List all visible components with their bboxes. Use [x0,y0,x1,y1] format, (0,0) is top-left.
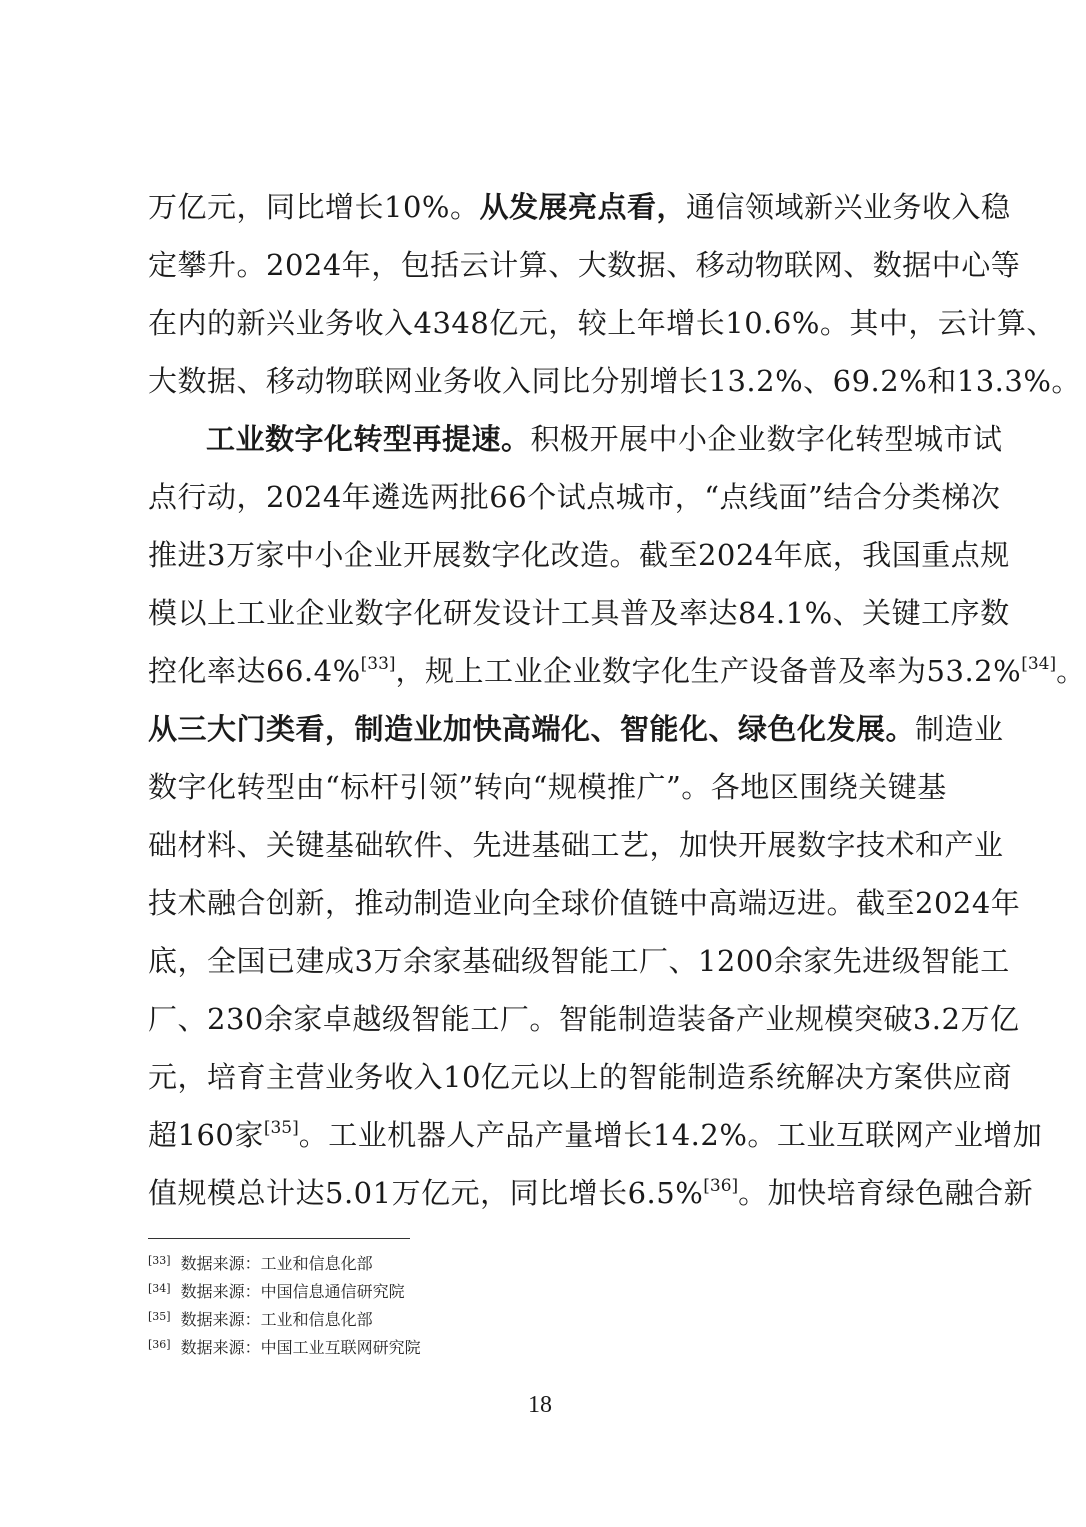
footnote [148,1278,848,1306]
footnote [148,1306,848,1334]
text-span: 推进3万家中小企业开展数字化改造。截至2024年底，我国重点规 [148,538,1010,572]
footnote-mark: [36] [148,1338,171,1351]
text-line [148,236,1021,294]
text-span: 控化率达66.4% [148,654,361,688]
text-span: 。 [1056,654,1086,688]
footnote-text: 数据来源：工业和信息化部 [180,1310,373,1329]
body-text [148,178,1086,1222]
text-span: 底，全国已建成3万余家基础级智能工厂、1200余家先进级智能工 [148,944,1010,978]
footnote-text: 数据来源：工业和信息化部 [180,1254,373,1273]
footnote [148,1334,848,1362]
footnote-divider [148,1238,410,1239]
footnote-reference: [34] [1021,654,1057,674]
text-span: 大数据、移动物联网业务收入同比分别增长13.2%、69.2%和13.3%。 [148,364,1081,398]
text-span: 。加快培育绿色融合新 [738,1176,1034,1210]
text-line [148,816,1004,874]
text-line [148,758,947,816]
text-span: 万亿元，同比增长10%。 [148,190,480,224]
text-span: 点行动，2024年遴选两批66个试点城市，“点线面”结合分类梯次 [148,480,1001,514]
text-line [148,294,1056,352]
text-line [148,1048,1012,1106]
text-span: 厂、230余家卓越级智能工厂。智能制造装备产业规模突破3.2万亿 [148,1002,1020,1036]
text-span: 础材料、关键基础软件、先进基础工艺，加快开展数字技术和产业 [148,828,1004,862]
text-line [148,1164,1034,1222]
footnote-mark: [34] [148,1282,171,1295]
footnote-reference: [36] [703,1176,739,1196]
footnote-mark: [35] [148,1310,171,1323]
text-span: 元，培育主营业务收入10亿元以上的智能制造系统解决方案供应商 [148,1060,1012,1094]
footnote-reference: [33] [360,654,396,674]
text-span: 值规模总计达5.01万亿元，同比增长6.5% [148,1176,704,1210]
text-span: 定攀升。2024年，包括云计算、大数据、移动物联网、数据中心等 [148,248,1021,282]
text-line [148,178,1011,236]
bold-text-span: 从发展亮点看， [479,190,686,224]
text-line [148,1106,1043,1164]
text-span: 模以上工业企业数字化研发设计工具普及率达84.1%、关键工序数 [148,596,1010,630]
text-line [148,874,1021,932]
text-span: ，规上工业企业数字化生产设备普及率为53.2% [395,654,1022,688]
text-line [148,584,1010,642]
text-line [148,700,1004,758]
text-span: 超160家 [148,1118,264,1152]
text-line [148,642,1086,700]
text-line [148,526,1010,584]
footnote [148,1250,848,1278]
footnote-reference: [35] [263,1118,299,1138]
text-span: 积极开展中小企业数字化转型城市试 [530,422,1003,456]
text-span: 。工业机器人产品产量增长14.2%。工业互联网产业增加 [298,1118,1043,1152]
text-span: 在内的新兴业务收入4348亿元，较上年增长10.6%。其中，云计算、 [148,306,1056,340]
footnote-text: 数据来源：中国工业互联网研究院 [180,1338,421,1357]
footnotes [148,1250,848,1362]
page-number: 18 [528,1392,552,1418]
text-line [148,468,1001,526]
text-span: 通信领域新兴业务收入稳 [685,190,1011,224]
text-span: 技术融合创新，推动制造业向全球价值链中高端迈进。截至2024年 [148,886,1021,920]
footnote-text: 数据来源：中国信息通信研究院 [180,1282,405,1301]
text-span: 数字化转型由“标杆引领”转向“规模推广”。各地区围绕关键基 [148,770,947,804]
text-line [148,410,1003,468]
footnote-mark: [33] [148,1254,171,1267]
text-line [148,932,1010,990]
bold-text-span: 从三大门类看，制造业加快高端化、智能化、绿色化发展。 [148,712,916,746]
text-line [148,352,1081,410]
bold-text-span: 工业数字化转型再提速。 [206,422,531,456]
text-line [148,990,1020,1048]
text-span: 制造业 [915,712,1004,746]
